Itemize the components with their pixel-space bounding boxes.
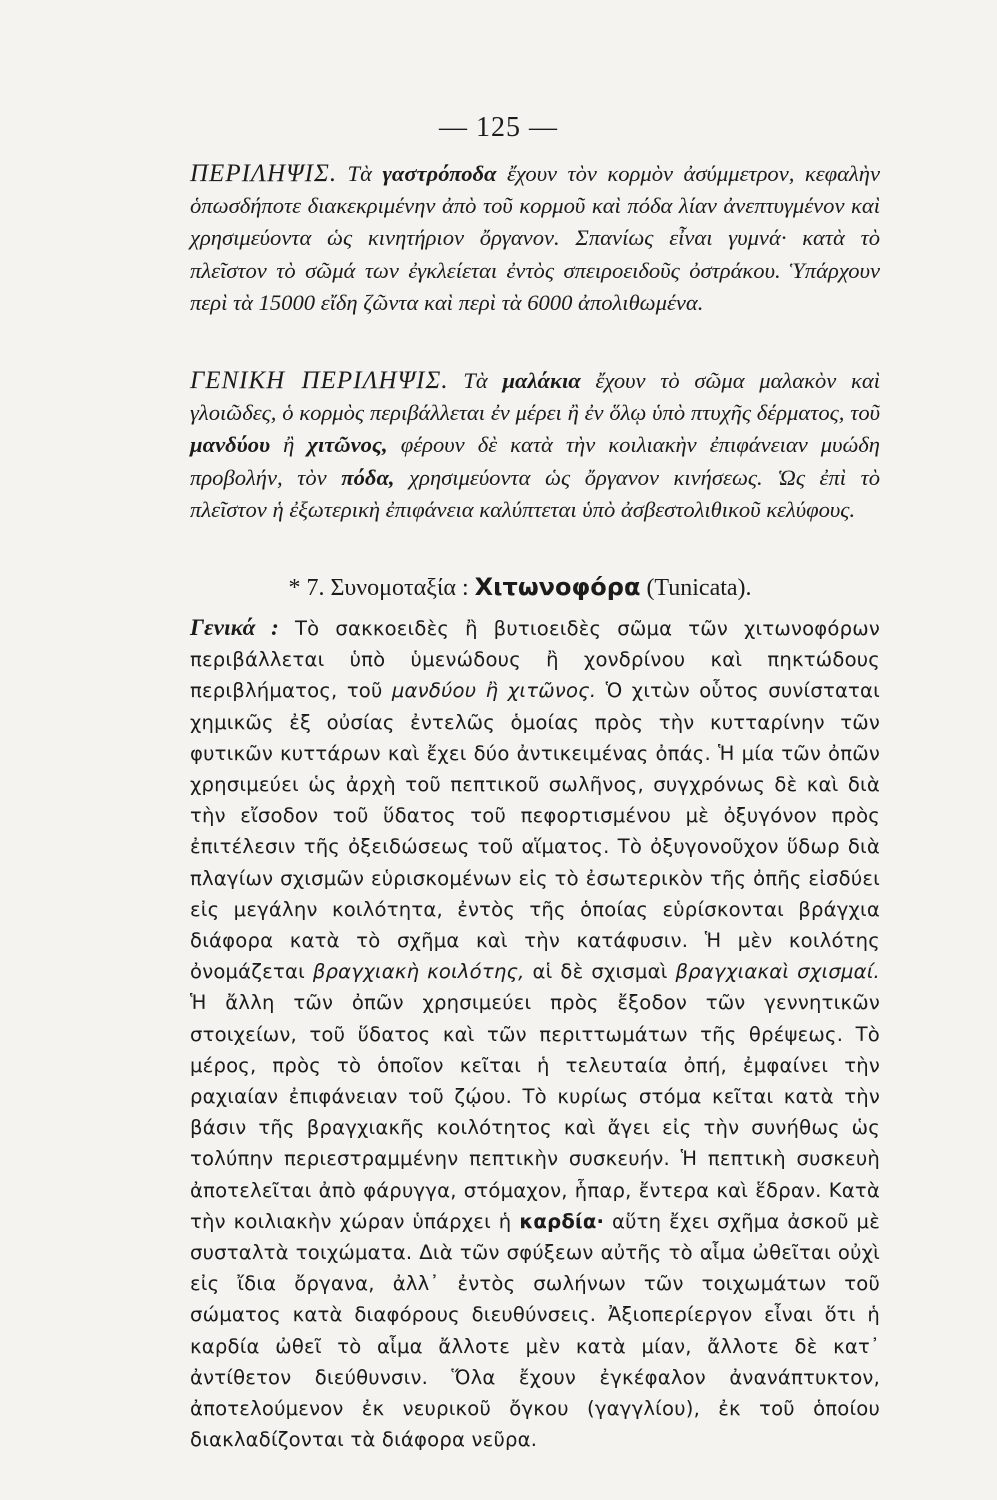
heading-prefix: * 7. Συνομοταξία : [288,575,469,601]
paragraph-mollusca-summary [190,365,880,526]
heading-bold-term: Χιτωνοφόρα [474,573,641,601]
section-heading [160,573,880,602]
paragraph-tunicata-general [190,612,880,1455]
bold-term: χιτῶνος, [307,432,388,458]
text-run: χρησιμεύοντα ὡς ὄργανον κινήσεως. Ὡς ἐπὶ τὸ πλεῖστον ἡ ἐξωτερικὴ ἐπιφάνεια καλύπτεται ὑπὸ ἀσβεστολιθικοῦ κελύφους. [190,464,881,522]
text-run: Ὁ χιτὼν οὗτος συνίσταται χημικῶς ἐξ οὐσίας ἐντελῶς ὁμοίας πρὸς τὴν κυτταρίνην τῶν φυτικῶν κυττάρων καὶ ἔχει δύο ἀντικειμένας ὀπάς. Ἡ μία τῶν ὀπῶν χρησιμεύει ὡς ἀρχὴ τοῦ πεπτικοῦ σωλῆνος, συγχρόνως δὲ καὶ διὰ τὴν εἴσοδον τοῦ ὕδατος τοῦ πεφορτισμένου μὲ ὀξυγόνον πρὸς ἐπιτέλεσιν τῆς ὀξειδώσεως τοῦ αἵματος. Τὸ ὀξυγονοῦχον ὕδωρ διὰ πλαγίων σχισμῶν εὑρισκομένων εἰς τὸ ἐσωτερικὸν τῆς ὀπῆς εἰσδύει εἰς μεγάλην κοιλότητα, ἐντὸς τῆς ὁποίας εὑρίσκονται βράγχια διάφορα κατὰ τὸ σχῆμα καὶ τὴν κατάφυσιν. Ἡ μὲν κοιλότης ὀνομάζεται [190,679,881,984]
paragraph-lead: ΠΕΡΙΛΗΨΙΣ. [190,160,338,187]
page-number: — 125 — [439,112,558,143]
bold-term: μαλάκια [502,368,581,393]
italic-term: βραγχιακὴ κοιλότης, [312,960,525,984]
bold-term: γαστρόποδα [382,161,497,186]
text-run: αἱ δὲ σχισμαὶ [524,960,676,984]
text-run: ἔχουν τὸν κορμὸν ἀσύμμετρον, κεφαλὴν ὁπωσδήποτε διακεκριμένην ἀπὸ τοῦ κορμοῦ καὶ πόδα λίαν ἀνεπτυγμένον καὶ χρησιμεύοντα ὡς κινητήριον ὄργανον. Σπανίως εἶναι γυμνά· κατὰ τὸ πλεῖστον τὸ σῶμά των ἐγκλείεται ἐντὸς σπειροειδοῦς ὀστράκου. Ὑπάρχουν περὶ τὰ 15000 εἴδη ζῶντα καὶ περὶ τὰ 6000 ἀπολιθωμένα. [190,161,880,315]
paragraph-lead: ΓΕΝΙΚΗ ΠΕΡΙΛΗΨΙΣ. [190,367,449,394]
text-run: Τὰ [448,368,503,393]
heading-suffix: (Tunicata). [646,575,752,601]
paragraph-lead: Γενικά : [190,615,279,640]
text-run: ἔχουν τὸ σῶμα μαλακὸν καὶ γλοιῶδες, ὁ κορμὸς περιβάλλεται ἐν μέρει ἢ ἐν ὅλῳ ὑπὸ πτυχῆς δέρματος, τοῦ [190,368,880,426]
text-run: ἢ [270,432,308,458]
italic-term: βραγχιακαὶ σχισμαί. [675,960,880,984]
paragraph-gastropoda-summary [190,158,880,319]
bold-term: μανδύου [190,432,271,458]
text-run: Ἡ ἄλλη τῶν ὀπῶν χρησιμεύει πρὸς ἔξοδον τῶν γεννητικῶν στοιχείων, τοῦ ὕδατος καὶ τῶν περιττωμάτων τῆς θρέψεως. Τὸ μέρος, πρὸς τὸ ὁποῖον κεῖται ἡ τελευταία ὀπή, ἐμφαίνει τὴν ραχιαίαν ἐπιφάνειαν τοῦ ζῴου. Τὸ κυρίως στόμα κεῖται κατὰ τὴν βάσιν τῆς βραγχιακῆς κοιλότητος καὶ ἄγει εἰς τὴν συνήθως ὡς τολύπην περιεστραμμένην πεπτικὴν συσκευήν. Ἡ πεπτικὴ συσκευὴ ἀποτελεῖται ἀπὸ φάρυγγα, στόμαχον, ἧπαρ, ἔντερα καὶ ἕδραν. Κατὰ τὴν κοιλιακὴν χώραν ὑπάρχει ἡ [190,991,880,1233]
italic-term: μανδύου ἢ χιτῶνος. [391,679,597,703]
text-run: Τὰ [337,161,383,186]
bold-term: καρδία· [519,1209,605,1233]
text-run: φέρουν δὲ κατὰ τὴν κοιλιακὴν ἐπιφάνειαν μυώδη προβολήν, τὸν [190,432,880,490]
text-run: Τὸ σακκοειδὲς ἢ βυτιοειδὲς σῶμα τῶν χιτωνοφόρων περιβάλλεται ὑπὸ ὑμενώδους ἢ χονδρίνου καὶ πηκτώδους περιβλήματος, τοῦ [190,617,880,703]
bold-term: πόδα, [341,464,395,490]
text-run: αὕτη ἔχει σχῆμα ἀσκοῦ μὲ συσταλτὰ τοιχώματα. Διὰ τῶν σφύξεων αὐτῆς τὸ αἷμα ὠθεῖται οὐχὶ εἰς ἴδια ὄργανα, ἀλλ᾿ ἐντὸς σωλήνων τῶν τοιχωμάτων τοῦ σώματος κατὰ διαφόρους διευθύνσεις. Ἀξιοπερίεργον εἶναι ὅτι ἡ καρδία ὠθεῖ τὸ αἷμα ἄλλοτε μὲν κατὰ μίαν, ἄλλοτε δὲ κατ᾿ ἀντίθετον διεύθυνσιν. Ὅλα ἔχουν ἐγκέφαλον ἀνανάπτυκτον, ἀποτελούμενον ἐκ νευρικοῦ ὄγκου (γαγγλίου), ἐκ τοῦ ὁποίου διακλαδίζονται τὰ διάφορα νεῦρα. [190,1209,880,1452]
